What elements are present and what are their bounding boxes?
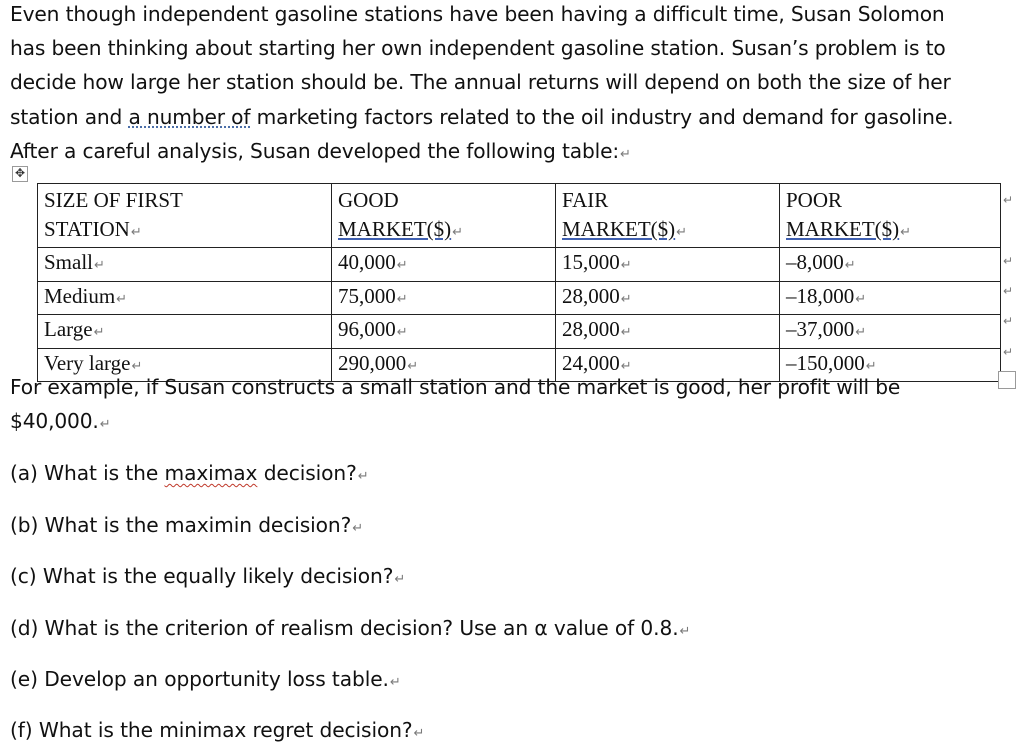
cell-size-text: Medium (44, 283, 116, 308)
paragraph-mark-icon: ↵ (99, 417, 111, 433)
cell-end-icon: ↵ (900, 225, 912, 240)
cell-good (332, 281, 556, 315)
question-a-start: (a) What is the (10, 461, 165, 485)
cell-end-icon: ↵ (620, 325, 632, 340)
cell-fair (556, 281, 780, 315)
cell-end-icon: ↵ (676, 225, 688, 240)
row-end-mark-icon: ↵ (1003, 193, 1014, 207)
question-b (10, 510, 363, 544)
intro-line-5 (10, 134, 1010, 172)
payoff-table (37, 183, 1001, 382)
cell-good-text: 96,000 (338, 317, 396, 341)
header-poor-line-2-text: MARKET($) (786, 217, 900, 241)
cell-fair (556, 315, 780, 349)
intro-line-5-text: After a careful analysis, Susan developed the following table: (10, 138, 620, 163)
cell-end-icon: ↵ (93, 325, 105, 340)
question-e-text: (e) Develop an opportunity loss table. (10, 667, 389, 691)
paragraph-mark-icon: ↵ (352, 521, 364, 536)
table-header-row (38, 184, 1001, 248)
cell-size-text: Small (44, 250, 94, 274)
intro-paragraph (10, 0, 1010, 172)
question-c (10, 561, 405, 595)
paragraph-mark-icon: ↵ (394, 572, 406, 587)
header-size (38, 184, 332, 248)
row-end-mark-icon: ↵ (1003, 314, 1014, 328)
intro-line-4-start: station and (10, 104, 129, 129)
cell-poor (780, 281, 1001, 315)
table-row (38, 281, 1001, 315)
cell-end-icon: ↵ (844, 258, 856, 273)
intro-line-3: decide how large her station should be. The annual returns will depend on both the size of her (10, 70, 951, 95)
spell-flag-maximax[interactable]: maximax (164, 461, 258, 485)
cell-poor-text: –37,000 (786, 317, 855, 341)
table-move-handle-icon[interactable]: ✥ (12, 166, 28, 182)
intro-line-2: has been thinking about starting her own independent gasoline station. Susan’s problem is to (10, 36, 946, 61)
example-line-2-text: $40,000. (10, 409, 99, 434)
intro-line-4-end: marketing factors related to the oil industry and demand for gasoline. (250, 104, 954, 129)
cell-end-icon: ↵ (396, 258, 408, 273)
header-fair-line-2-text: MARKET($) (562, 217, 676, 241)
paragraph-mark-icon: ↵ (413, 726, 425, 741)
cell-poor (780, 315, 1001, 349)
question-f-text: (f) What is the minimax regret decision? (10, 718, 413, 742)
header-size-line-2-text: STATION (44, 217, 130, 241)
cell-end-icon: ↵ (855, 325, 867, 340)
question-a (10, 458, 369, 492)
cell-end-icon: ↵ (620, 258, 632, 273)
header-good-line-1: GOOD (338, 188, 399, 212)
row-end-mark-icon: ↵ (1003, 345, 1014, 359)
header-good-line-2-text: MARKET($) (338, 217, 452, 241)
question-d (10, 613, 690, 647)
paragraph-mark-icon: ↵ (620, 146, 631, 162)
cell-poor-text: –8,000 (786, 250, 844, 274)
paragraph-mark-icon: ↵ (357, 469, 369, 484)
paragraph-mark-icon: ↵ (679, 624, 691, 639)
cell-end-icon: ↵ (396, 325, 408, 340)
intro-line-1: Even though independent gasoline stations have been having a difficult time, Susan Solomon (10, 2, 945, 26)
cell-fair-text: 28,000 (562, 283, 620, 308)
cell-end-icon: ↵ (396, 291, 408, 307)
header-good-line-2 (338, 215, 555, 247)
cell-end-icon: ↵ (865, 358, 877, 374)
cell-poor-text: –150,000 (786, 350, 865, 375)
cell-size-text: Large (44, 317, 93, 341)
header-poor-line-2 (786, 215, 1000, 247)
cell-fair (556, 248, 780, 282)
cell-end-icon: ↵ (130, 225, 142, 240)
cell-end-icon: ↵ (620, 291, 632, 307)
cell-good-text: 40,000 (338, 250, 396, 274)
example-paragraph (10, 370, 1010, 442)
grammar-flag-a-number-of[interactable]: a number of (128, 104, 251, 129)
header-size-line-2 (44, 215, 331, 247)
table-row (38, 315, 1001, 349)
cell-poor-text: –18,000 (786, 283, 855, 308)
header-poor (780, 184, 1001, 248)
header-fair-line-1: FAIR (562, 188, 609, 212)
row-end-mark-icon: ↵ (1003, 254, 1014, 268)
cell-end-icon: ↵ (116, 291, 128, 307)
cell-fair-text: 24,000 (562, 350, 620, 375)
cell-good-text: 75,000 (338, 283, 396, 308)
cell-poor (780, 248, 1001, 282)
cell-size (38, 315, 332, 349)
cell-end-icon: ↵ (407, 358, 419, 374)
paragraph-mark-icon: ↵ (389, 675, 401, 690)
cell-good (332, 315, 556, 349)
cell-size-text: Very large (44, 350, 131, 375)
question-e (10, 664, 401, 698)
header-size-line-1: SIZE OF FIRST (44, 188, 183, 212)
cell-end-icon: ↵ (94, 258, 105, 273)
cell-end-icon: ↵ (855, 291, 867, 307)
example-line-2 (10, 404, 1010, 442)
question-a-end: decision? (257, 461, 357, 485)
question-f (10, 715, 424, 749)
intro-line-4 (10, 100, 1010, 134)
cell-end-icon: ↵ (452, 225, 464, 240)
cell-end-icon: ↵ (131, 358, 143, 374)
question-c-text: (c) What is the equally likely decision? (10, 564, 394, 588)
cell-size (38, 248, 332, 282)
cell-fair-text: 28,000 (562, 317, 620, 341)
row-end-mark-icon: ↵ (1003, 284, 1014, 298)
cell-good (332, 248, 556, 282)
cell-good-text: 290,000 (338, 350, 407, 375)
question-d-text: (d) What is the criterion of realism decision? Use an α value of 0.8. (10, 616, 679, 640)
cell-end-icon: ↵ (620, 358, 632, 374)
header-poor-line-1: POOR (786, 188, 843, 212)
header-fair (556, 184, 780, 248)
header-good (332, 184, 556, 248)
cell-fair-text: 15,000 (562, 250, 620, 274)
example-line-1: For example, if Susan constructs a small station and the market is good, her profit will be (10, 375, 901, 399)
cell-size (38, 281, 332, 315)
table-row (38, 248, 1001, 282)
header-fair-line-2 (562, 215, 779, 247)
question-b-text: (b) What is the maximin decision? (10, 513, 352, 537)
